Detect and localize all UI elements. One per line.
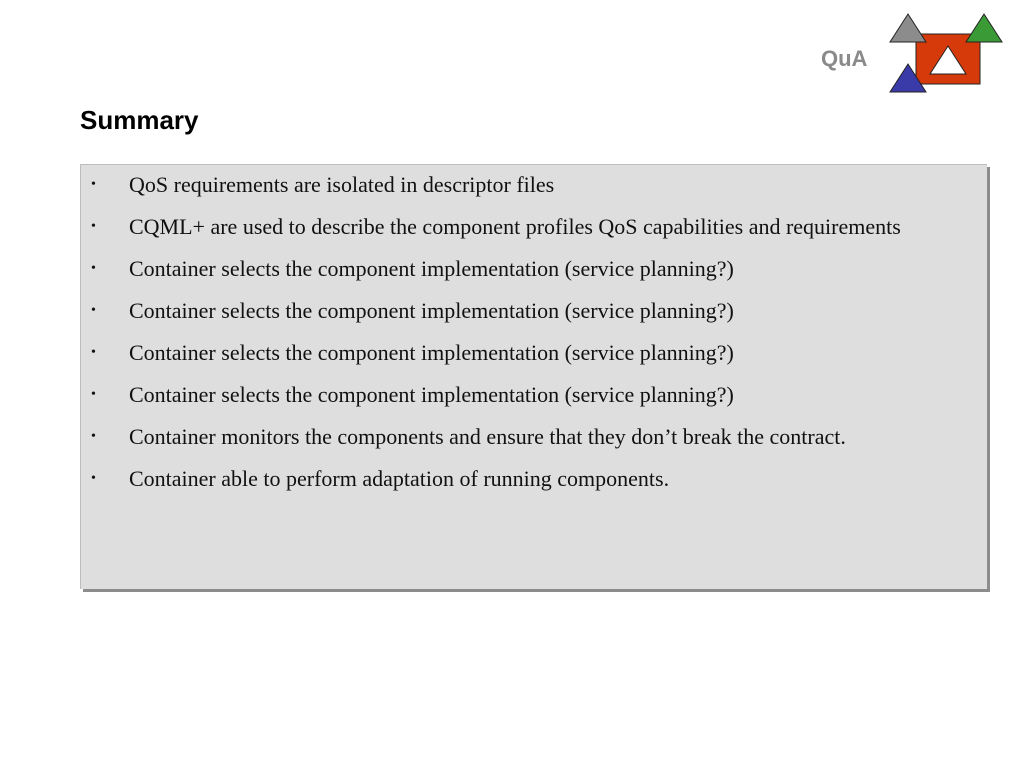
brand-text: QuA <box>821 46 868 71</box>
bullet-icon: • <box>91 471 96 486</box>
bullet-text: Container selects the component implementation (service planning?) <box>129 256 734 281</box>
logo-gray-triangle <box>890 14 926 42</box>
bullet-text: Container monitors the components and ensure that they don’t break the contract. <box>129 424 846 449</box>
bullet-text: CQML+ are used to describe the component profiles QoS capabilities and requirements <box>129 214 901 239</box>
bullet-item <box>81 171 987 199</box>
bullet-item <box>81 465 987 493</box>
qua-logo-icon <box>888 10 1008 98</box>
bullet-item <box>81 213 987 241</box>
bullet-text: QoS requirements are isolated in descriptor files <box>129 172 555 197</box>
bullet-item <box>81 255 987 283</box>
bullet-icon: • <box>91 303 96 318</box>
bullet-icon: • <box>91 429 96 444</box>
summary-panel <box>80 164 987 589</box>
bullet-item <box>81 381 987 409</box>
logo-green-triangle <box>966 14 1002 42</box>
slide-title: Summary <box>80 105 199 135</box>
bullet-icon: • <box>91 261 96 276</box>
bullet-icon: • <box>91 387 96 402</box>
bullet-text: Container selects the component implementation (service planning?) <box>129 382 734 407</box>
bullet-icon: • <box>91 345 96 360</box>
bullet-item <box>81 297 987 325</box>
bullet-icon: • <box>91 219 96 234</box>
bullet-item <box>81 339 987 367</box>
bullet-item <box>81 423 987 451</box>
bullet-text: Container able to perform adaptation of running components. <box>129 466 670 491</box>
bullet-list <box>81 165 987 493</box>
bullet-icon: • <box>91 177 96 192</box>
bullet-text: Container selects the component implementation (service planning?) <box>129 298 734 323</box>
bullet-text: Container selects the component implementation (service planning?) <box>129 340 734 365</box>
